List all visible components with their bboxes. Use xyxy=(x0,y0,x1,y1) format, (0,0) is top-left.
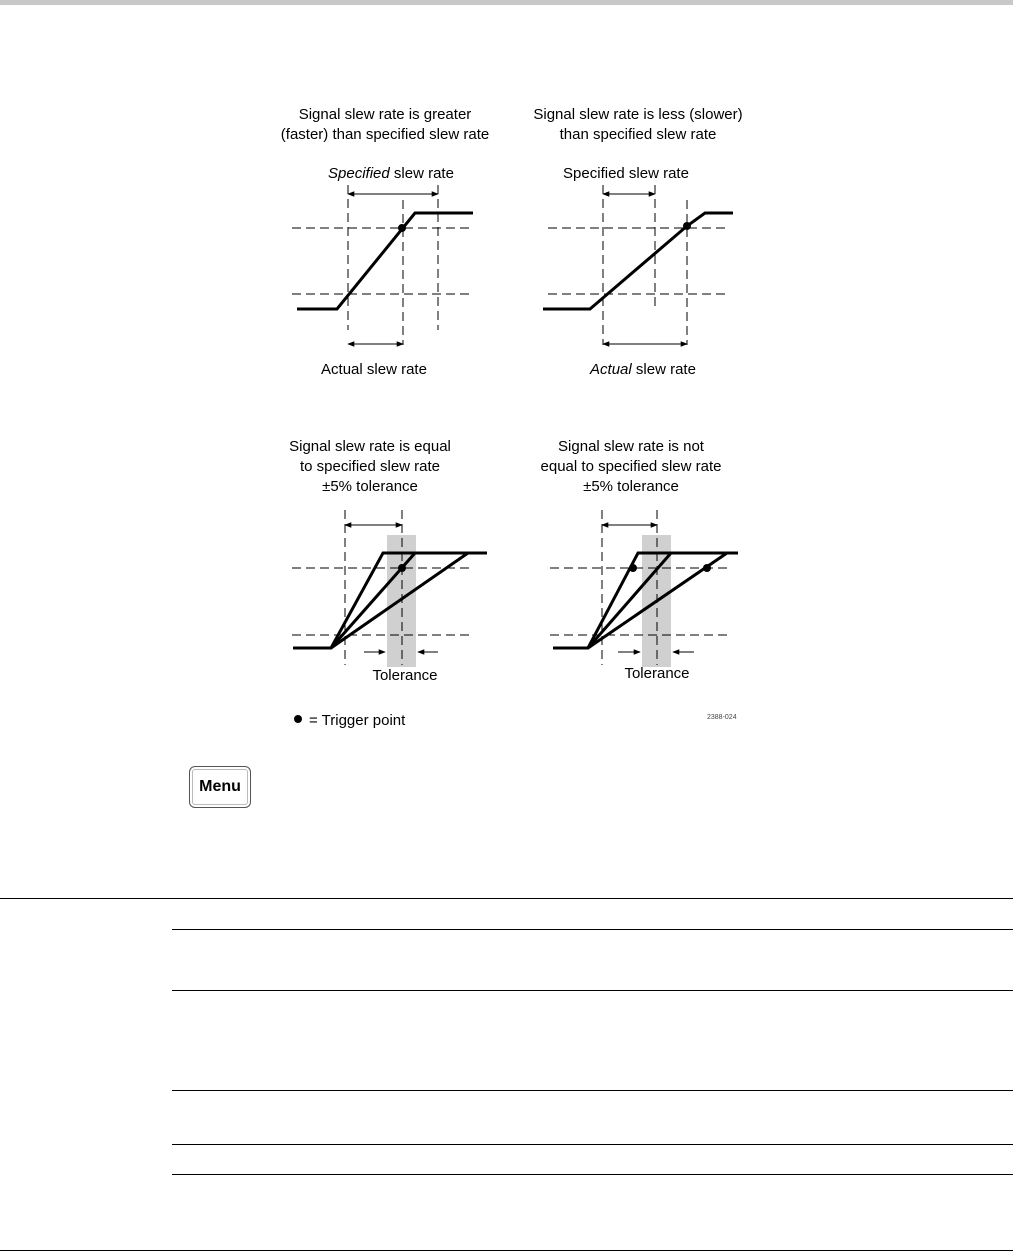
panel-not-equal-tolerance-label: Tolerance xyxy=(624,665,690,682)
menu-button[interactable] xyxy=(189,766,251,808)
panel-faster-gridlines xyxy=(292,185,472,345)
page-bottom-rule xyxy=(0,1250,1013,1251)
menu-button-label: Menu xyxy=(199,778,241,795)
panel-faster-title-2: (faster) than specified slew rate xyxy=(280,126,490,143)
figure-id: 2388-024 xyxy=(707,714,737,721)
panel-faster-actual-label: Actual slew rate xyxy=(321,361,427,378)
panel-equal-title-1: Signal slew rate is equal xyxy=(289,438,451,455)
panel-slower-gridlines xyxy=(548,185,728,345)
panel-faster-specified-label: Specified slew rate xyxy=(328,165,454,182)
panel-not-equal xyxy=(541,438,738,682)
legend xyxy=(294,712,406,729)
panel-slower-actual-label: Actual slew rate xyxy=(590,361,696,378)
panel-slower-title-1: Signal slew rate is less (slower) xyxy=(533,106,743,123)
panel-faster xyxy=(281,106,489,378)
panel-equal-title-2: to specified slew rate xyxy=(299,458,441,475)
panel-not-equal-trigger-point-slow xyxy=(703,564,711,572)
panel-not-equal-title-2: equal to specified slew rate xyxy=(540,458,722,475)
panel-not-equal-trigger-point-fast xyxy=(629,564,637,572)
panel-faster-trigger-point xyxy=(398,224,406,232)
panel-equal-gridlines xyxy=(292,510,472,665)
panel-equal xyxy=(289,438,487,684)
legend-trigger-dot-icon xyxy=(294,715,302,723)
panel-equal-trigger-point xyxy=(398,564,406,572)
panel-slower-trigger-point xyxy=(683,222,691,230)
panel-faster-title-1: Signal slew rate is greater xyxy=(298,106,472,123)
panel-equal-title-3: ±5% tolerance xyxy=(322,478,418,495)
panel-slower-title-2: than specified slew rate xyxy=(559,126,717,143)
panel-not-equal-title-1: Signal slew rate is not xyxy=(558,438,704,455)
panel-slower xyxy=(533,106,742,378)
table-rule-4 xyxy=(172,1144,1013,1145)
legend-text: = Trigger point xyxy=(309,712,406,729)
table-rule-5 xyxy=(172,1174,1013,1175)
section-rule-top xyxy=(0,898,1013,899)
table-rule-3 xyxy=(172,1090,1013,1091)
panel-slower-signal xyxy=(543,213,733,309)
table-rule-2 xyxy=(172,990,1013,991)
panel-not-equal-title-3: ±5% tolerance xyxy=(583,478,679,495)
panel-faster-signal xyxy=(297,213,473,309)
panel-slower-specified-label: Specified slew rate xyxy=(563,165,689,182)
table-rule-1 xyxy=(172,929,1013,930)
panel-equal-tolerance-label: Tolerance xyxy=(372,667,438,684)
